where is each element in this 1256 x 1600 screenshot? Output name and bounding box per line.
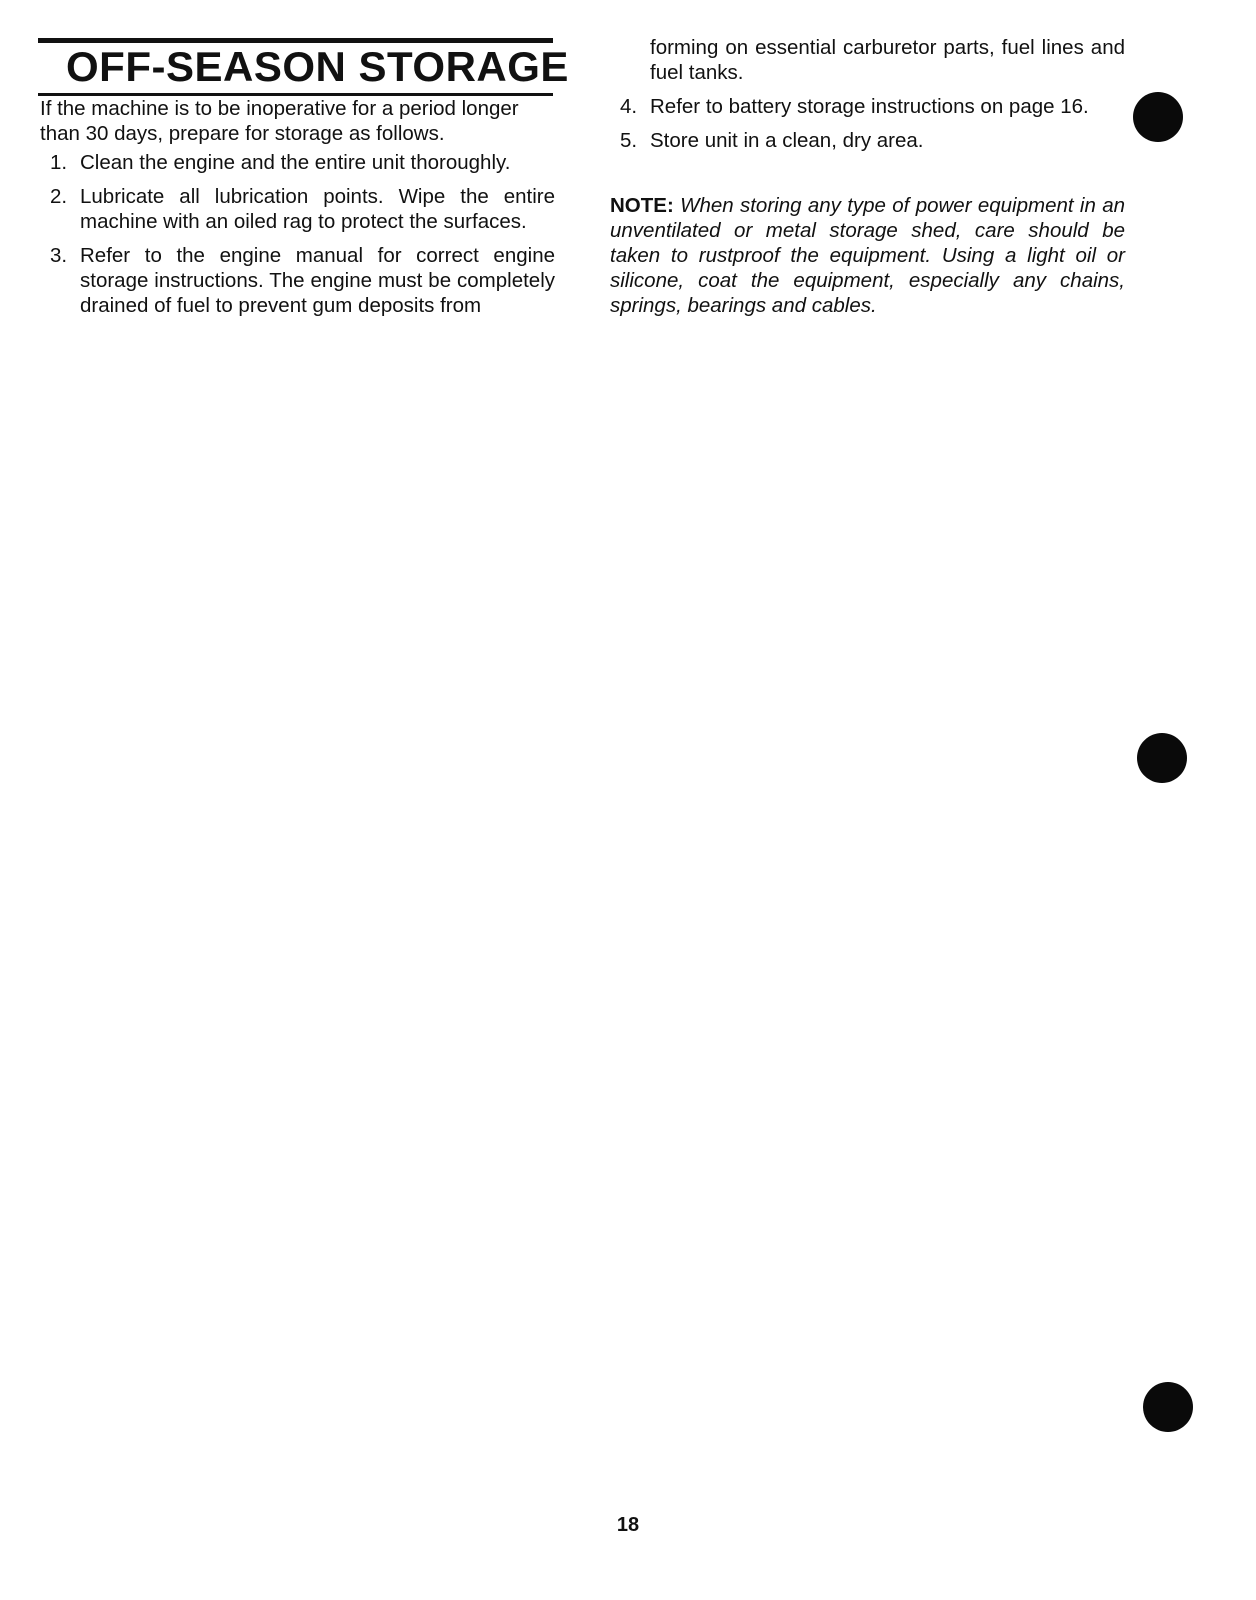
section-heading: OFF-SEASON STORAGE xyxy=(66,43,569,90)
step-3-continuation: forming on essential carburetor parts, fuel lines and fuel tanks. xyxy=(650,36,1125,84)
step-text: Lubricate all lubrication points. Wipe the entire machine with an oiled rag to protect the surfaces. xyxy=(80,185,555,233)
step-text: Store unit in a clean, dry area. xyxy=(650,129,924,152)
binder-hole-middle xyxy=(1137,733,1187,783)
binder-hole-top xyxy=(1133,92,1183,142)
section-heading-block xyxy=(38,38,569,96)
storage-steps-list-continued xyxy=(610,94,1125,153)
intro-paragraph: If the machine is to be inoperative for a period longer than 30 days, prepare for storage as follows. xyxy=(40,97,519,145)
right-column xyxy=(610,35,1125,339)
list-item xyxy=(610,128,1125,153)
list-item xyxy=(40,150,555,175)
note-label: NOTE: xyxy=(610,194,674,217)
storage-note xyxy=(610,193,1125,318)
list-item xyxy=(40,243,555,318)
left-column xyxy=(40,96,555,327)
step-text: Clean the engine and the entire unit thoroughly. xyxy=(80,151,511,174)
step-text: Refer to battery storage instructions on page 16. xyxy=(650,95,1089,118)
step-number: 4. xyxy=(620,95,638,118)
step-text: Refer to the engine manual for correct engine storage instructions. The engine must be completely drained of fuel to prevent gum deposits from xyxy=(80,244,555,317)
list-item xyxy=(40,184,555,234)
step-number: 3. xyxy=(50,244,68,267)
list-item xyxy=(610,94,1125,119)
step-number: 2. xyxy=(50,185,68,208)
storage-steps-list xyxy=(40,150,555,318)
page-number: 18 xyxy=(616,1514,640,1536)
step-number: 5. xyxy=(620,129,638,152)
note-body: When storing any type of power equipment in an unventilated or metal storage shed, care should be taken to rustproof the equipment. Using a light oil or silicone, coat the equipment, especially any chains, springs, bearings and cables. xyxy=(610,194,1125,317)
binder-hole-bottom xyxy=(1143,1382,1193,1432)
step-number: 1. xyxy=(50,151,68,174)
